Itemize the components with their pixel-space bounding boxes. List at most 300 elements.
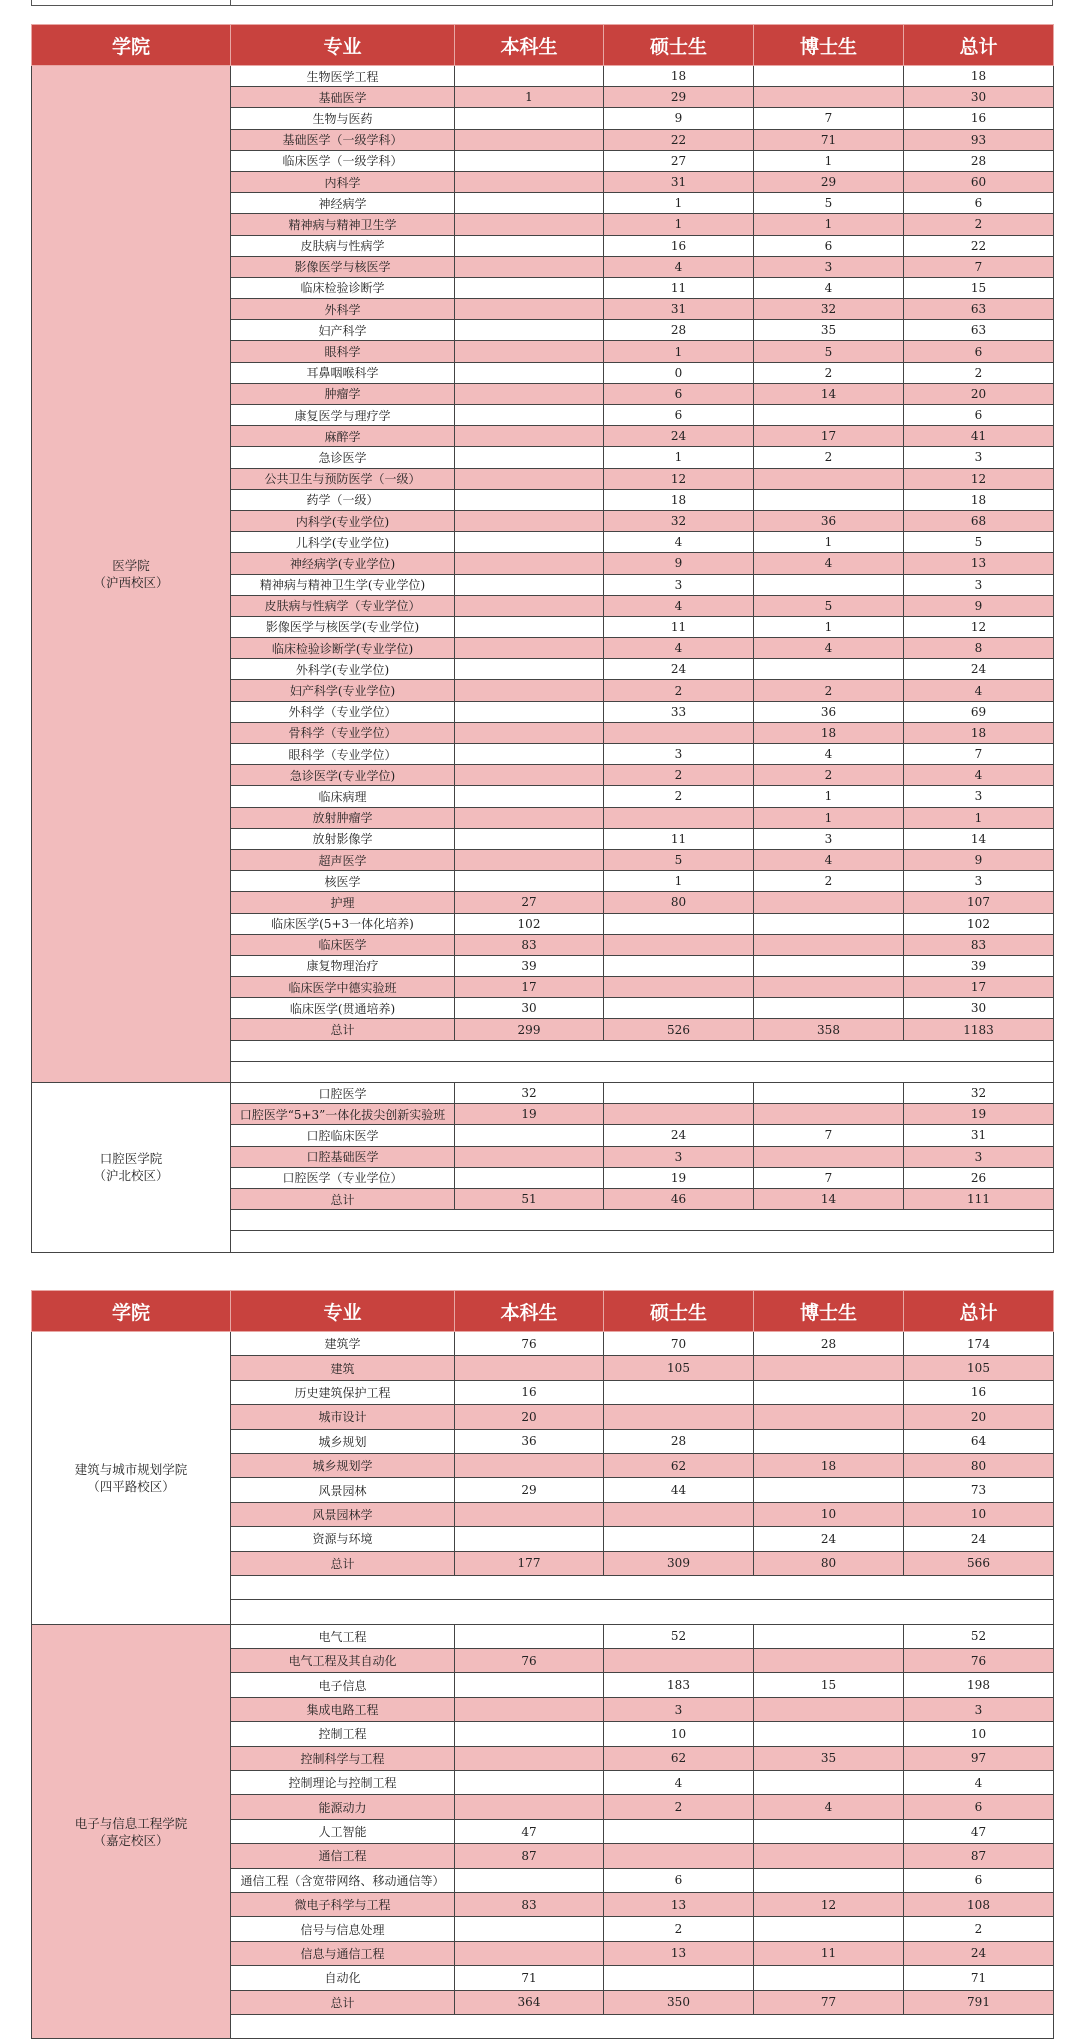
count-cell: 4 — [754, 638, 904, 659]
count-cell — [455, 532, 604, 553]
count-cell — [604, 807, 754, 828]
count-cell: 10 — [754, 1502, 904, 1526]
count-cell: 2 — [754, 680, 904, 701]
count-cell: 1 — [604, 193, 754, 214]
count-cell: 30 — [904, 87, 1054, 108]
count-cell — [604, 1527, 754, 1551]
major-cell: 口腔医学 — [231, 1083, 455, 1104]
major-cell: 神经病学 — [231, 193, 455, 214]
count-cell: 17 — [455, 977, 604, 998]
count-cell: 1 — [604, 871, 754, 892]
count-cell: 9 — [604, 553, 754, 574]
major-cell: 康复物理治疗 — [231, 955, 455, 976]
count-cell — [604, 722, 754, 743]
count-cell: 60 — [904, 171, 1054, 192]
college-name-line: （四平路校区） — [87, 1478, 175, 1494]
count-cell: 12 — [904, 616, 1054, 637]
count-cell — [455, 722, 604, 743]
major-cell: 外科学（专业学位） — [231, 701, 455, 722]
column-header: 本科生 — [455, 25, 604, 66]
count-cell: 29 — [455, 1478, 604, 1502]
major-cell: 精神病与精神卫生学 — [231, 214, 455, 235]
count-cell: 87 — [904, 1844, 1054, 1868]
major-cell: 临床医学中德实验班 — [231, 977, 455, 998]
count-cell: 71 — [455, 1966, 604, 1990]
count-cell: 11 — [604, 277, 754, 298]
count-cell: 17 — [904, 977, 1054, 998]
major-cell: 风景园林 — [231, 1478, 455, 1502]
college-name-line: （沪北校区） — [93, 1168, 169, 1184]
enrollment-table-1 — [31, 24, 1054, 1253]
count-cell: 12 — [904, 468, 1054, 489]
count-cell: 6 — [604, 405, 754, 426]
major-cell: 神经病学(专业学位) — [231, 553, 455, 574]
count-cell — [455, 235, 604, 256]
count-cell — [455, 1771, 604, 1795]
major-cell: 历史建筑保护工程 — [231, 1380, 455, 1404]
count-cell — [754, 1966, 904, 1990]
count-cell — [754, 1722, 904, 1746]
count-cell: 111 — [904, 1188, 1054, 1209]
count-cell: 27 — [455, 892, 604, 913]
major-cell: 临床医学(贯通培养) — [231, 998, 455, 1019]
count-cell: 2 — [754, 871, 904, 892]
count-cell: 1 — [754, 807, 904, 828]
count-cell: 31 — [604, 299, 754, 320]
count-cell: 12 — [754, 1892, 904, 1916]
count-cell: 29 — [754, 171, 904, 192]
count-cell: 47 — [904, 1819, 1054, 1843]
count-cell: 39 — [455, 955, 604, 976]
major-cell: 眼科学（专业学位） — [231, 744, 455, 765]
count-cell: 4 — [754, 744, 904, 765]
count-cell — [455, 807, 604, 828]
count-cell: 1 — [604, 214, 754, 235]
count-cell: 71 — [904, 1966, 1054, 1990]
major-cell: 急诊医学(专业学位) — [231, 765, 455, 786]
count-cell: 4 — [904, 680, 1054, 701]
major-cell: 骨科学（专业学位） — [231, 722, 455, 743]
major-cell: 内科学 — [231, 171, 455, 192]
major-cell: 临床检验诊断学(专业学位) — [231, 638, 455, 659]
count-cell: 2 — [754, 362, 904, 383]
count-cell: 1 — [604, 447, 754, 468]
count-cell — [455, 1146, 604, 1167]
count-cell: 31 — [904, 1125, 1054, 1146]
count-cell: 18 — [904, 489, 1054, 510]
major-cell: 口腔临床医学 — [231, 1125, 455, 1146]
count-cell: 62 — [604, 1453, 754, 1477]
count-cell: 4 — [604, 1771, 754, 1795]
column-header: 学院 — [32, 25, 231, 66]
count-cell — [455, 659, 604, 680]
column-header: 硕士生 — [604, 25, 754, 66]
count-cell: 102 — [904, 913, 1054, 934]
count-cell: 9 — [904, 595, 1054, 616]
count-cell — [754, 1429, 904, 1453]
major-cell: 公共卫生与预防医学（一级） — [231, 468, 455, 489]
count-cell — [754, 405, 904, 426]
count-cell: 2 — [604, 765, 754, 786]
count-cell — [754, 87, 904, 108]
count-cell — [455, 1868, 604, 1892]
major-cell: 急诊医学 — [231, 447, 455, 468]
count-cell: 9 — [604, 108, 754, 129]
major-cell: 建筑 — [231, 1356, 455, 1380]
count-cell — [455, 66, 604, 87]
major-cell: 麻醉学 — [231, 426, 455, 447]
major-cell: 放射影像学 — [231, 828, 455, 849]
count-cell: 24 — [604, 1125, 754, 1146]
count-cell: 5 — [604, 849, 754, 870]
count-cell: 19 — [604, 1167, 754, 1188]
count-cell — [455, 1453, 604, 1477]
major-cell: 临床病理 — [231, 786, 455, 807]
major-cell: 电子信息 — [231, 1673, 455, 1697]
count-cell: 28 — [904, 150, 1054, 171]
count-cell: 183 — [604, 1673, 754, 1697]
enrollment-table-2 — [31, 1290, 1054, 2039]
count-cell: 44 — [604, 1478, 754, 1502]
count-cell: 18 — [904, 66, 1054, 87]
major-cell: 总计 — [231, 1551, 455, 1575]
column-header: 专业 — [231, 25, 455, 66]
count-cell — [754, 1146, 904, 1167]
count-cell — [455, 744, 604, 765]
college-name-line: （嘉定校区） — [93, 1832, 169, 1848]
count-cell: 9 — [904, 849, 1054, 870]
count-cell — [754, 1356, 904, 1380]
count-cell: 4 — [904, 765, 1054, 786]
count-cell: 83 — [455, 1892, 604, 1916]
count-cell: 46 — [604, 1188, 754, 1209]
count-cell — [455, 1941, 604, 1965]
count-cell: 13 — [604, 1941, 754, 1965]
major-cell: 自动化 — [231, 1966, 455, 1990]
count-cell: 350 — [604, 1990, 754, 2014]
count-cell — [604, 955, 754, 976]
count-cell: 26 — [904, 1167, 1054, 1188]
count-cell: 30 — [904, 998, 1054, 1019]
major-cell: 电气工程及其自动化 — [231, 1649, 455, 1673]
count-cell: 6 — [904, 193, 1054, 214]
previous-table-edge — [31, 0, 1053, 6]
count-cell: 3 — [604, 574, 754, 595]
count-cell: 19 — [904, 1104, 1054, 1125]
major-cell: 皮肤病与性病学（专业学位） — [231, 595, 455, 616]
count-cell: 15 — [904, 277, 1054, 298]
count-cell: 566 — [904, 1551, 1054, 1575]
college-name-line: 医学院 — [112, 558, 150, 573]
major-cell: 临床检验诊断学 — [231, 277, 455, 298]
major-cell: 妇产科学 — [231, 320, 455, 341]
count-cell — [754, 1771, 904, 1795]
count-cell — [754, 1478, 904, 1502]
count-cell — [604, 1405, 754, 1429]
count-cell: 17 — [754, 426, 904, 447]
count-cell: 19 — [455, 1104, 604, 1125]
count-cell: 1 — [754, 616, 904, 637]
count-cell — [455, 214, 604, 235]
count-cell — [604, 1502, 754, 1526]
major-cell: 药学（一级） — [231, 489, 455, 510]
count-cell — [754, 913, 904, 934]
major-cell: 儿科学(专业学位) — [231, 532, 455, 553]
count-cell — [455, 426, 604, 447]
count-cell — [455, 341, 604, 362]
count-cell — [754, 1917, 904, 1941]
count-cell: 24 — [904, 1941, 1054, 1965]
major-cell: 控制理论与控制工程 — [231, 1771, 455, 1795]
count-cell — [754, 1405, 904, 1429]
count-cell: 3 — [904, 574, 1054, 595]
count-cell: 76 — [455, 1649, 604, 1673]
major-cell: 临床医学(5+3一体化培养) — [231, 913, 455, 934]
major-cell: 口腔医学“5+3”一体化拔尖创新实验班 — [231, 1104, 455, 1125]
count-cell: 358 — [754, 1019, 904, 1040]
column-header: 学院 — [32, 1291, 231, 1332]
major-cell: 生物与医药 — [231, 108, 455, 129]
major-cell: 基础医学 — [231, 87, 455, 108]
count-cell: 39 — [904, 955, 1054, 976]
count-cell — [754, 66, 904, 87]
count-cell — [604, 1819, 754, 1843]
count-cell: 198 — [904, 1673, 1054, 1697]
count-cell: 8 — [904, 638, 1054, 659]
count-cell: 24 — [754, 1527, 904, 1551]
table-row — [32, 66, 1054, 87]
major-cell: 临床医学 — [231, 934, 455, 955]
count-cell: 0 — [604, 362, 754, 383]
count-cell: 3 — [904, 1146, 1054, 1167]
table-row — [32, 1332, 1054, 1356]
count-cell — [604, 934, 754, 955]
count-cell: 3 — [604, 744, 754, 765]
count-cell: 80 — [604, 892, 754, 913]
count-cell: 18 — [754, 1453, 904, 1477]
count-cell: 6 — [904, 405, 1054, 426]
count-cell: 36 — [455, 1429, 604, 1453]
count-cell: 28 — [604, 1429, 754, 1453]
count-cell: 7 — [754, 1167, 904, 1188]
major-cell: 超声医学 — [231, 849, 455, 870]
count-cell: 14 — [754, 383, 904, 404]
count-cell: 6 — [604, 383, 754, 404]
count-cell: 309 — [604, 1551, 754, 1575]
major-cell: 建筑学 — [231, 1332, 455, 1356]
major-cell: 基础医学（一级学科） — [231, 129, 455, 150]
count-cell: 16 — [904, 1380, 1054, 1404]
count-cell: 2 — [604, 1795, 754, 1819]
count-cell: 69 — [904, 701, 1054, 722]
count-cell: 105 — [604, 1356, 754, 1380]
column-header: 博士生 — [754, 25, 904, 66]
college-cell — [32, 1332, 231, 1625]
count-cell: 174 — [904, 1332, 1054, 1356]
major-cell: 总计 — [231, 1990, 455, 2014]
column-header: 总计 — [904, 25, 1054, 66]
major-cell: 城乡规划学 — [231, 1453, 455, 1477]
major-cell: 总计 — [231, 1188, 455, 1209]
column-header: 专业 — [231, 1291, 455, 1332]
count-cell: 18 — [604, 66, 754, 87]
count-cell: 32 — [604, 510, 754, 531]
count-cell: 83 — [904, 934, 1054, 955]
college-name-line: （沪西校区） — [93, 575, 169, 590]
count-cell — [455, 680, 604, 701]
count-cell: 31 — [604, 171, 754, 192]
count-cell: 36 — [754, 510, 904, 531]
count-cell — [455, 849, 604, 870]
count-cell: 27 — [604, 150, 754, 171]
count-cell: 30 — [455, 998, 604, 1019]
count-cell: 4 — [754, 1795, 904, 1819]
count-cell — [455, 277, 604, 298]
count-cell: 63 — [904, 299, 1054, 320]
major-cell: 电气工程 — [231, 1624, 455, 1648]
count-cell: 6 — [904, 1795, 1054, 1819]
column-header: 总计 — [904, 1291, 1054, 1332]
count-cell: 2 — [754, 447, 904, 468]
count-cell: 3 — [604, 1146, 754, 1167]
count-cell: 7 — [904, 256, 1054, 277]
count-cell: 18 — [604, 489, 754, 510]
table-header-row — [32, 1291, 1054, 1332]
count-cell: 77 — [754, 1990, 904, 2014]
count-cell: 11 — [604, 616, 754, 637]
count-cell: 2 — [754, 765, 904, 786]
count-cell: 11 — [604, 828, 754, 849]
count-cell: 16 — [904, 108, 1054, 129]
count-cell: 3 — [754, 828, 904, 849]
major-cell: 通信工程 — [231, 1844, 455, 1868]
count-cell: 526 — [604, 1019, 754, 1040]
count-cell — [455, 150, 604, 171]
college-cell — [32, 66, 231, 1083]
major-cell: 外科学(专业学位) — [231, 659, 455, 680]
count-cell: 32 — [754, 299, 904, 320]
count-cell — [455, 489, 604, 510]
count-cell — [754, 1104, 904, 1125]
count-cell — [455, 616, 604, 637]
count-cell: 97 — [904, 1746, 1054, 1770]
count-cell: 6 — [904, 341, 1054, 362]
count-cell — [455, 405, 604, 426]
count-cell: 32 — [455, 1083, 604, 1104]
count-cell: 4 — [904, 1771, 1054, 1795]
count-cell — [754, 1819, 904, 1843]
count-cell — [455, 193, 604, 214]
count-cell: 32 — [904, 1083, 1054, 1104]
major-cell: 生物医学工程 — [231, 66, 455, 87]
column-header: 博士生 — [754, 1291, 904, 1332]
count-cell: 22 — [604, 129, 754, 150]
major-cell: 临床医学（一级学科） — [231, 150, 455, 171]
count-cell: 10 — [604, 1722, 754, 1746]
count-cell: 4 — [604, 256, 754, 277]
count-cell: 4 — [604, 595, 754, 616]
count-cell: 3 — [904, 871, 1054, 892]
count-cell: 1 — [754, 150, 904, 171]
count-cell — [455, 510, 604, 531]
count-cell: 1 — [754, 214, 904, 235]
count-cell — [455, 638, 604, 659]
count-cell — [754, 1697, 904, 1721]
count-cell — [604, 913, 754, 934]
count-cell: 107 — [904, 892, 1054, 913]
count-cell — [604, 1649, 754, 1673]
count-cell: 7 — [904, 744, 1054, 765]
count-cell: 20 — [904, 383, 1054, 404]
count-cell — [754, 1844, 904, 1868]
count-cell: 64 — [904, 1429, 1054, 1453]
count-cell: 7 — [754, 108, 904, 129]
major-cell: 集成电路工程 — [231, 1697, 455, 1721]
count-cell: 3 — [904, 447, 1054, 468]
count-cell: 10 — [904, 1502, 1054, 1526]
count-cell — [754, 489, 904, 510]
count-cell — [455, 786, 604, 807]
count-cell: 1 — [604, 341, 754, 362]
count-cell: 73 — [904, 1478, 1054, 1502]
count-cell — [455, 447, 604, 468]
count-cell: 93 — [904, 129, 1054, 150]
count-cell — [604, 1380, 754, 1404]
count-cell: 5 — [754, 595, 904, 616]
count-cell: 22 — [904, 235, 1054, 256]
count-cell: 102 — [455, 913, 604, 934]
count-cell: 3 — [754, 256, 904, 277]
major-cell: 口腔医学（专业学位） — [231, 1167, 455, 1188]
count-cell — [754, 934, 904, 955]
major-cell: 控制科学与工程 — [231, 1746, 455, 1770]
count-cell: 24 — [604, 659, 754, 680]
count-cell: 108 — [904, 1892, 1054, 1916]
count-cell: 62 — [604, 1746, 754, 1770]
table-header-row — [32, 25, 1054, 66]
major-cell: 妇产科学(专业学位) — [231, 680, 455, 701]
count-cell — [455, 765, 604, 786]
count-cell: 3 — [604, 1697, 754, 1721]
count-cell — [455, 1167, 604, 1188]
count-cell — [604, 1083, 754, 1104]
count-cell — [455, 468, 604, 489]
count-cell: 4 — [604, 638, 754, 659]
count-cell: 18 — [904, 722, 1054, 743]
count-cell: 4 — [604, 532, 754, 553]
count-cell — [754, 998, 904, 1019]
count-cell: 14 — [904, 828, 1054, 849]
count-cell: 5 — [904, 532, 1054, 553]
major-cell: 通信工程（含宽带网络、移动通信等） — [231, 1868, 455, 1892]
count-cell: 52 — [904, 1624, 1054, 1648]
count-cell: 3 — [904, 786, 1054, 807]
major-cell: 放射肿瘤学 — [231, 807, 455, 828]
column-header: 本科生 — [455, 1291, 604, 1332]
count-cell: 83 — [455, 934, 604, 955]
count-cell — [455, 108, 604, 129]
count-cell: 364 — [455, 1990, 604, 2014]
count-cell — [455, 362, 604, 383]
major-cell: 能源动力 — [231, 1795, 455, 1819]
count-cell: 24 — [904, 1527, 1054, 1551]
column-header: 硕士生 — [604, 1291, 754, 1332]
count-cell: 16 — [455, 1380, 604, 1404]
count-cell — [754, 468, 904, 489]
major-cell: 控制工程 — [231, 1722, 455, 1746]
count-cell: 5 — [754, 193, 904, 214]
count-cell: 80 — [904, 1453, 1054, 1477]
